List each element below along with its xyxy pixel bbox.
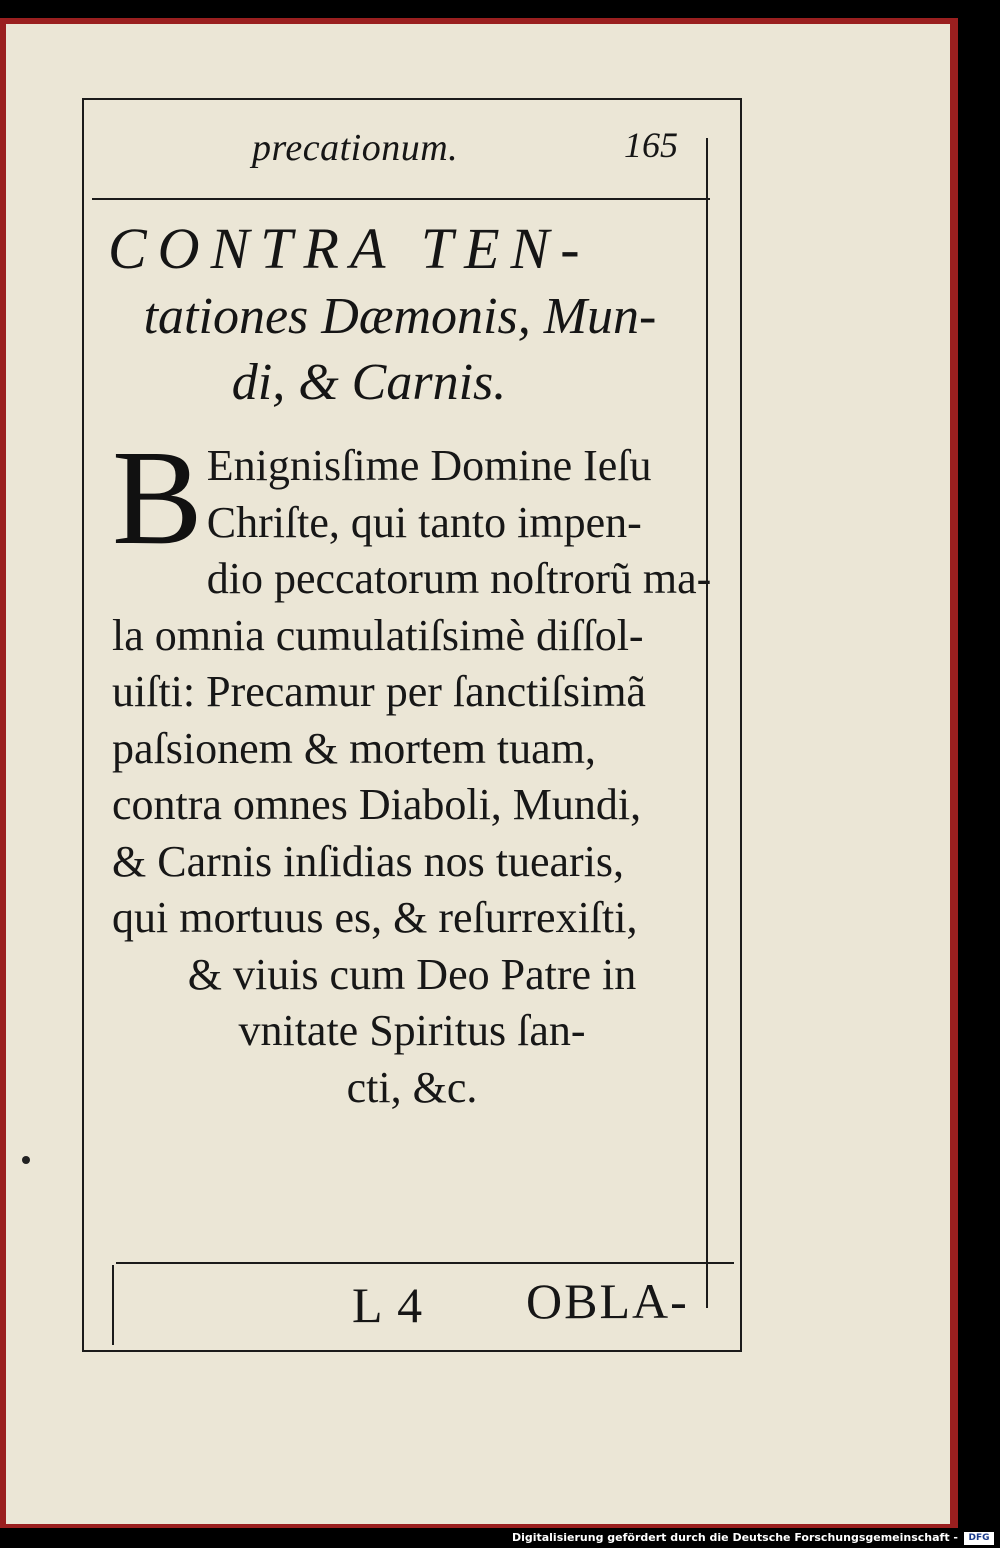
digitization-note: Digitalisierung gefördert durch die Deutsche Forschungsgemeinschaft - [511,1531,958,1544]
text-line: uiſti: Precamur per ſanctiſsimã [112,667,646,716]
page-number: 165 [624,125,678,165]
catchword: OBLA- [526,1273,689,1329]
text-line: & viuis cum Deo Patre in [187,949,637,999]
footer-side-rule [112,1265,114,1345]
running-head: precationum. [252,127,459,169]
ink-spot [22,1156,30,1164]
text-line: contra omnes Diaboli, Mundi, [112,780,642,829]
title-line-2: tationes Dæmonis, Mun- [143,288,657,345]
section-title [104,214,704,416]
text-line: Chriſte, qui tanto impen- [206,497,642,547]
header-rule [92,198,710,200]
dfg-logo: DFG [964,1532,994,1545]
text-line: dio peccatorum noſtrorũ ma- [206,554,712,603]
text-line: la omnia cumulatiſsimè diſſol- [112,610,644,660]
drop-cap: B [112,423,203,573]
title-line-1: CONTRA TEN- [108,216,591,281]
title-line-3: di, & Carnis. [231,354,507,411]
text-line: paſsionem & mortem tuam, [112,723,596,773]
text-line: Enignisſime Domine Ieſu [206,441,652,490]
text-line: vnitate Spiritus ſan- [238,1006,586,1055]
text-line: & Carnis inſidias nos tuearis, [112,836,625,886]
text-line: cti, &c. [346,1062,478,1112]
signature-mark: L 4 [352,1277,425,1333]
footer-rule [116,1262,734,1264]
prayer-text [112,423,712,1116]
text-line: qui mortuus es, & reſurrexiſti, [112,893,638,942]
